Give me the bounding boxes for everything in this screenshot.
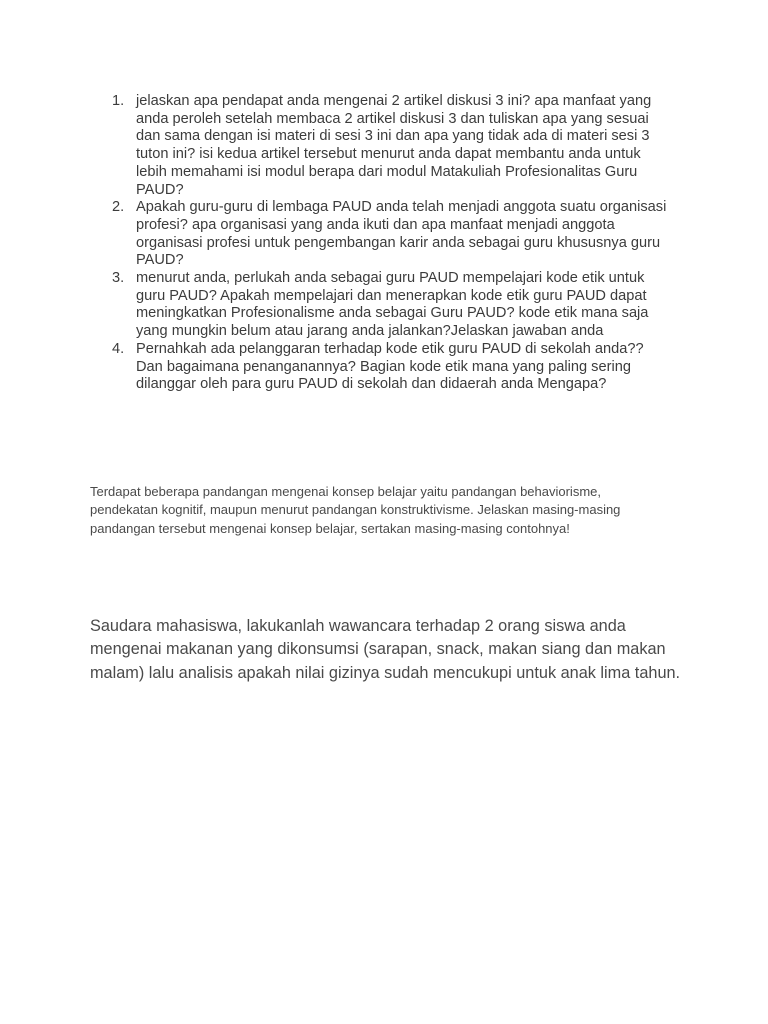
question-item bbox=[0, 93, 670, 199]
question-number: 3. bbox=[112, 270, 125, 287]
learning-concept-paragraph: Terdapat beberapa pandangan mengenai konsep belajar yaitu pandangan behaviorisme, pendekatan kognitif, maupun menurut pandangan konstruktivisme. Jelaskan masing-masing pandangan tersebut mengenai konsep belajar, sertakan masing-masing contohnya! bbox=[90, 484, 621, 536]
question-item bbox=[0, 270, 670, 341]
question-number: 1. bbox=[112, 93, 125, 109]
question-item bbox=[0, 341, 670, 394]
question-list bbox=[0, 93, 700, 394]
question-number: 2. bbox=[112, 199, 125, 216]
question-text: menurut anda, perlukah anda sebagai guru PAUD mempelajari kode etik untuk guru PAUD? Apakah mempelajari dan menerapkan kode etik guru PAUD dapat meningkatkan Profesionalisme anda sebagai Guru PAUD? kode etik mana saja yang mungkin belum atau jarang anda jalankan?Jelaskan jawaban anda bbox=[136, 270, 649, 340]
question-text: jelaskan apa pendapat anda mengenai 2 artikel diskusi 3 ini? apa manfaat yang anda peroleh setelah membaca 2 artikel diskusi 3 dan tuliskan apa yang sesuai dan sama dengan isi materi di sesi 3 ini dan apa yang tidak ada di materi sesi 3 tuton ini? isi kedua artikel tersebut menurut anda dapat membantu anda untuk lebih memahami isi modul berapa dari modul Matakuliah Profesionalitas Guru PAUD? bbox=[136, 93, 652, 198]
question-item bbox=[0, 199, 670, 270]
question-number: 4. bbox=[112, 340, 125, 357]
question-text: Apakah guru-guru di lembaga PAUD anda telah menjadi anggota suatu organisasi profesi? apa organisasi yang anda ikuti dan apa manfaat menjadi anggota organisasi profesi untuk pengembangan karir anda sebagai guru khususnya guru PAUD? bbox=[136, 199, 667, 269]
question-text: Pernahkah ada pelanggaran terhadap kode etik guru PAUD di sekolah anda?? Dan bagaimana penanganannya? Bagian kode etik mana yang paling sering dilanggar oleh para guru PAUD di sekolah dan didaerah anda Mengapa? bbox=[136, 340, 644, 393]
interview-task-paragraph: Saudara mahasiswa, lakukanlah wawancara terhadap 2 orang siswa anda mengenai makanan yang dikonsumsi (sarapan, snack, makan siang dan makan malam) lalu analisis apakah nilai gizinya sudah mencukupi untuk anak lima tahun. bbox=[90, 617, 681, 682]
